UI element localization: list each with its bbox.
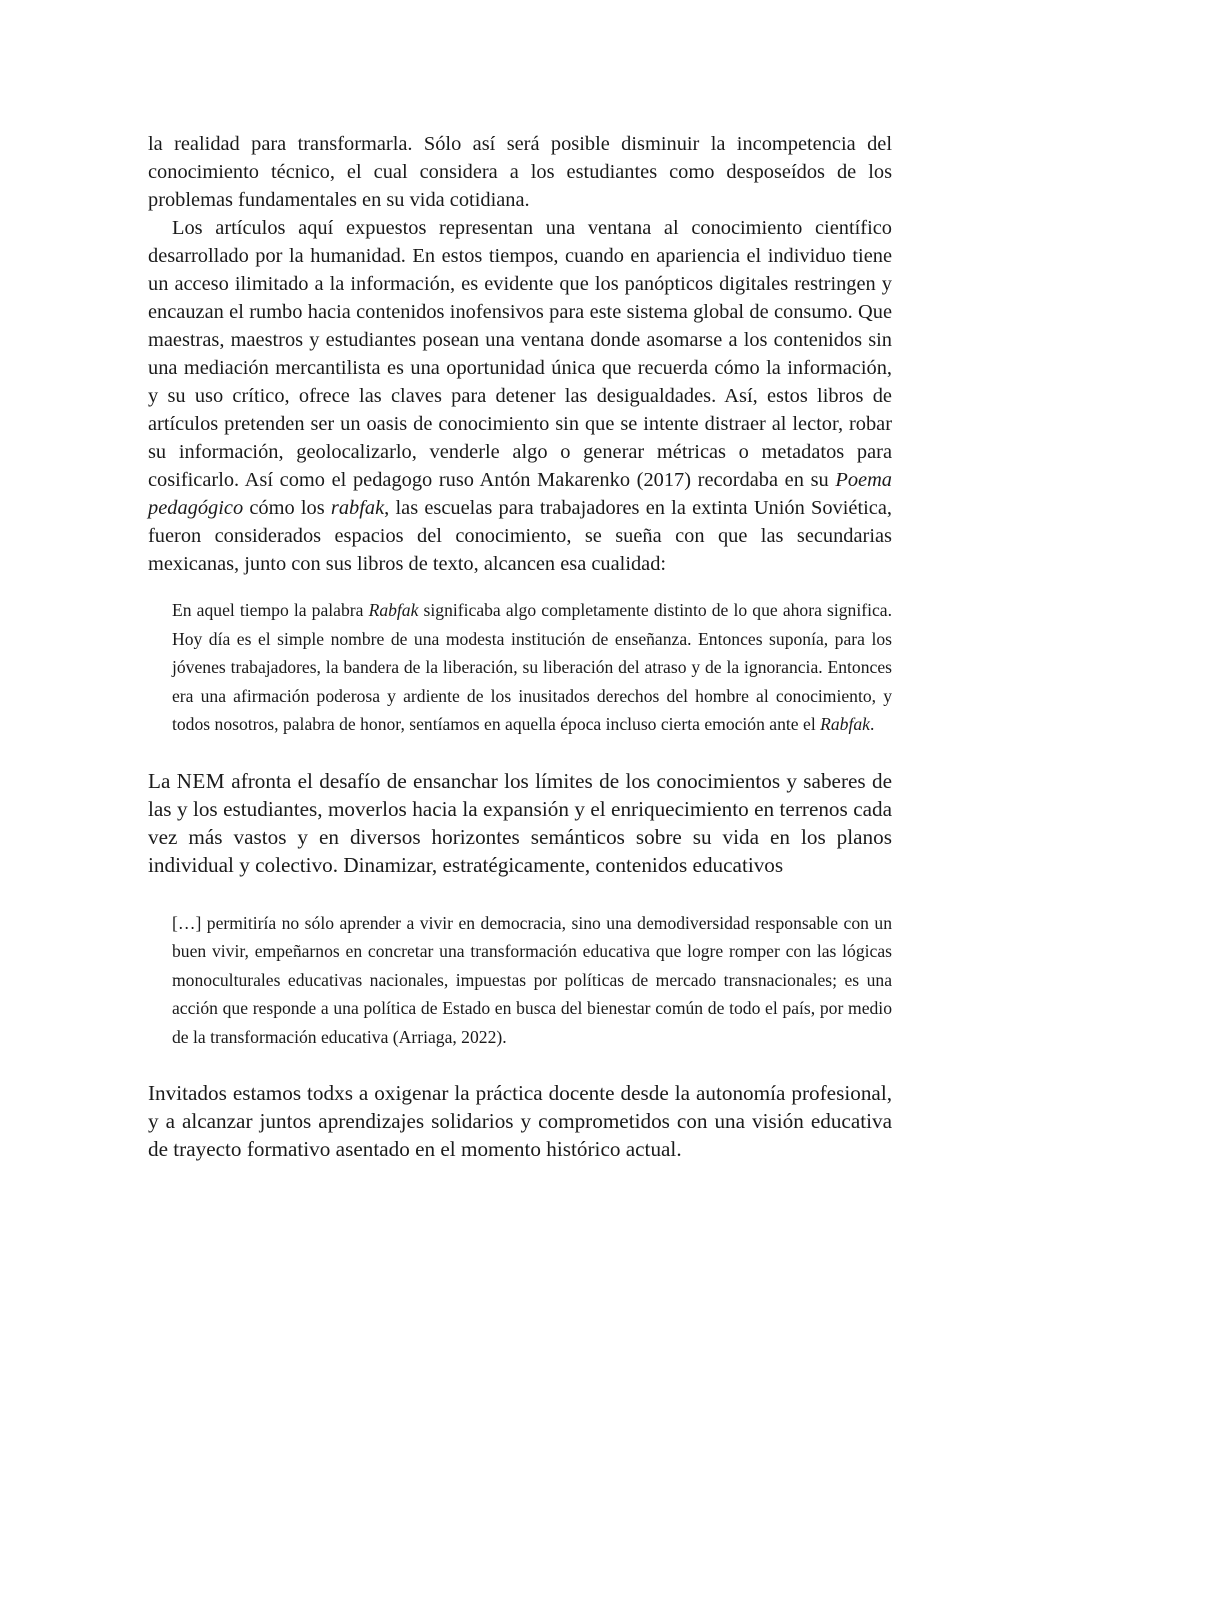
acronym-nem: NEM <box>176 768 225 793</box>
quote-1-text-a: En aquel tiempo la palabra <box>172 600 369 620</box>
paragraph-2-text-c: , las escuelas para trabajadores en la extinta Unión Soviética, fueron considerados espacios del conocimiento, se sueña con que las secundarias mexicanas, junto con sus libros de texto, alcancen esa cualidad: <box>148 497 892 575</box>
document-page <box>148 130 892 1163</box>
paragraph-3-text-b: afronta el desafío de ensanchar los límites de los conocimientos y saberes de las y los estudiantes, moverlos hacia la expansión y el enriquecimiento en terrenos cada vez más vastos y en diversos horizontes semánticos sobre su vida en los planos individual y colectivo. Dinamizar, estratégicamente, contenidos educativos <box>148 768 892 877</box>
paragraph-3 <box>148 767 892 879</box>
term-rabfak: rabfak <box>330 497 385 519</box>
quote-1-text-b: significaba algo completamente distinto de lo que ahora significa. Hoy día es el simple nombre de una modesta institución de enseñanza. Entonces suponía, para los jóvenes trabajadores, la bandera de la liberación, su liberación del atraso y de la ignorancia. Entonces era una afirmación poderosa y ardiente de los inusitados derechos del hombre al conocimiento, y todos nosotros, palabra de honor, sentíamos en aquella época incluso cierta emoción ante el <box>172 600 892 734</box>
paragraph-2-text-b: cómo los <box>243 497 331 519</box>
quote-1-text-c: . <box>869 714 875 734</box>
quote-1-term-rabfak: Rabfak <box>368 600 419 620</box>
paragraph-2-text-a: Los artículos aquí expuestos representan una ventana al conocimiento científico desarrollado por la humanidad. En estos tiempos, cuando en apariencia el individuo tiene un acceso ilimitado a la información, es evidente que los panópticos digitales restringen y encauzan el rumbo hacia contenidos inofensivos para este sistema global de consumo. Que maestras, maestros y estudiantes posean una ventana donde asomarse a los contenidos sin una mediación mercantilista es una oportunidad única que recuerda cómo la información, y su uso crítico, ofrece las claves para detener las desigualdades. Así, estos libros de artículos pretenden ser un oasis de conocimiento sin que se intente distraer al lector, robar su información, geolocalizarlo, venderle algo o generar métricas o metadatos para cosificarlo. Así como el pedagogo ruso Antón Makarenko (2017) recordaba en su <box>148 217 892 491</box>
paragraph-3-text-a: La <box>148 768 177 793</box>
block-quote-2: […] permitiría no sólo aprender a vivir en democracia, sino una demodiversidad responsable con un buen vivir, empeñarnos en concretar una transformación educativa que logre romper con las lógicas monoculturales educativas nacionales, impuestas por políticas de mercado transnacionales; es una acción que responde a una política de Estado en busca del bienestar común de todo el país, por medio de la transformación educativa (Arriaga, 2022). <box>172 912 892 1047</box>
paragraph-2 <box>148 214 892 578</box>
paragraph-1: la realidad para transformarla. Sólo así será posible disminuir la incompetencia del conocimiento técnico, el cual considera a los estudiantes como desposeídos de los problemas fundamentales en su vida cotidiana. <box>148 133 892 211</box>
quote-1-term-rabfak-2: Rabfak <box>820 714 870 734</box>
block-quote-1 <box>172 596 892 739</box>
book-title-poema-pedagogico: Poema pedagógico <box>148 469 892 519</box>
paragraph-4: Invitados estamos todxs a oxigenar la práctica docente desde la autonomía profesional, y a alcanzar juntos aprendizajes solidarios y comprometidos con una visión educativa de trayecto formativo asentado en el momento histórico actual. <box>148 1081 892 1161</box>
